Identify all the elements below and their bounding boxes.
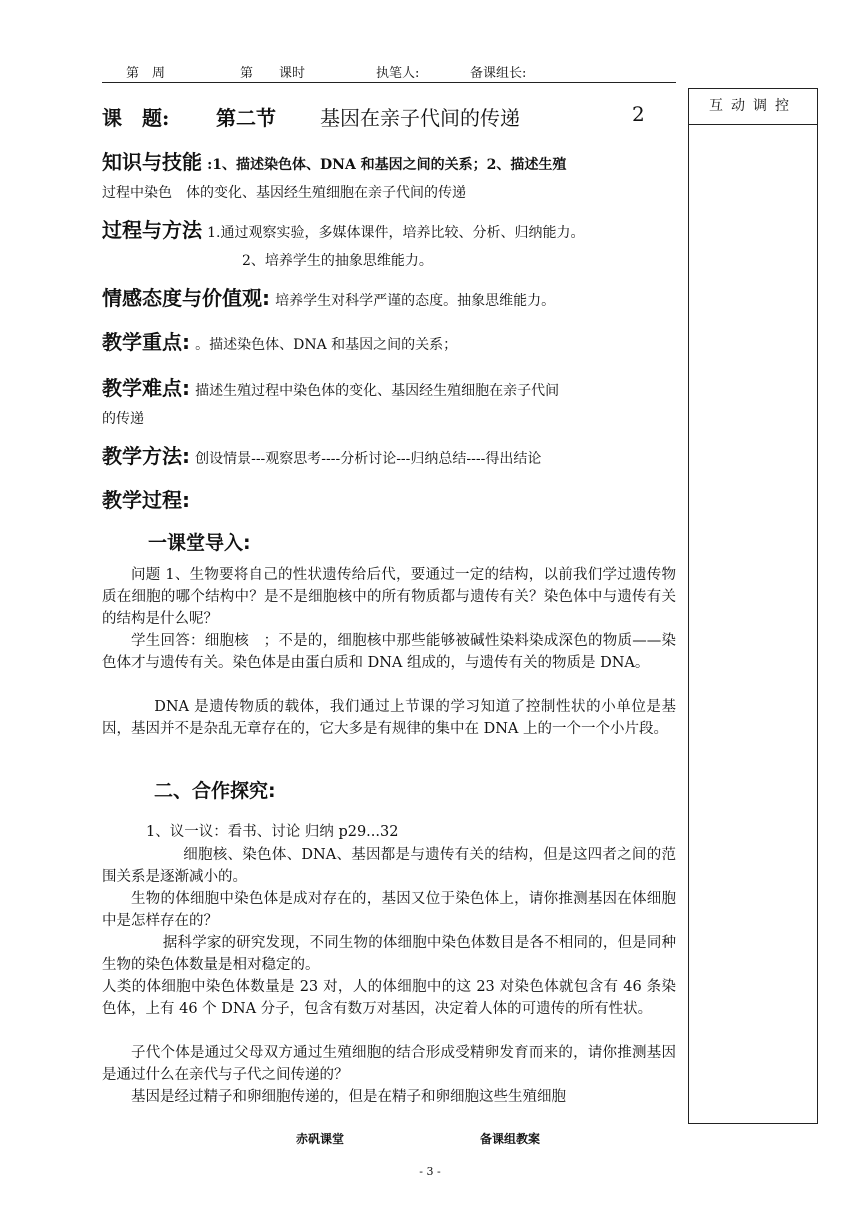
section2-paragraph-3: 据科学家的研究发现，不同生物的体细胞中染色体数目是各不相同的，但是同种生物的染色体数量是相对稳定的。 bbox=[102, 935, 676, 973]
header-leader: 备课组长: bbox=[470, 66, 527, 81]
knowledge-row bbox=[102, 146, 566, 175]
title-section: 第二节 bbox=[216, 106, 276, 130]
title-name: 基因在亲子代间的传递 bbox=[320, 106, 520, 130]
difficulty-text-1: 描述生殖过程中染色体的变化、基因经生殖细胞在亲子代间 bbox=[195, 383, 560, 399]
knowledge-text-2: 过程中染色 体的变化、基因经生殖细胞在亲子代间的传递 bbox=[102, 185, 466, 201]
interaction-column-title: 互动调控 bbox=[689, 89, 817, 125]
section1-paragraph-3: DNA 是遗传物质的载体，我们通过上节课的学习知道了控制性状的小单位是基因，基因并不是杂乱无章存在的，它大多是有规律的集中在 DNA 上的一个一个小片段。 bbox=[102, 699, 676, 737]
header-lesson: 第 课时 bbox=[240, 66, 306, 81]
difficulty-row bbox=[102, 372, 559, 401]
process-text-2: 2、培养学生的抽象思维能力。 bbox=[242, 253, 433, 269]
key-point-text: 。描述染色体、DNA 和基因之间的关系； bbox=[195, 337, 458, 353]
section2-paragraph-2: 生物的体细胞中染色体是成对存在的，基因又位于染色体上，请你推测基因在体细胞中是怎样存在的？ bbox=[102, 891, 676, 929]
interaction-column bbox=[688, 88, 818, 1124]
title-label: 课 题: bbox=[102, 106, 170, 130]
difficulty-text-2: 的传递 bbox=[102, 411, 144, 427]
section2-paragraph-6: 基因是经过精子和卵细胞传递的，但是在精子和卵细胞这些生殖细胞 bbox=[131, 1089, 566, 1105]
method-text: 创设情景---观察思考----分析讨论---归纳总结----得出结论 bbox=[195, 451, 542, 467]
emotion-row bbox=[102, 282, 555, 311]
section1-heading: 一课堂导入: bbox=[148, 532, 251, 554]
emotion-label: 情感态度与价值观: bbox=[102, 286, 270, 310]
process-label: 过程与方法 bbox=[102, 218, 202, 242]
section1-paragraph-1: 问题 1、生物要将自己的性状遗传给后代，要通过一定的结构，以前我们学过遗传物质在细胞的哪个结构中？是不是细胞核中的所有物质都与遗传有关？染色体中与遗传有关的结构是什么呢？ bbox=[102, 567, 676, 627]
header-author: 执笔人: bbox=[376, 66, 420, 81]
knowledge-label: 知识与技能 bbox=[102, 150, 202, 174]
procedure-label: 教学过程: bbox=[102, 488, 190, 512]
knowledge-text-1: :1、描述染色体、DNA 和基因之间的关系；2、描述生殖 bbox=[207, 157, 567, 173]
footer-right: 备课组教案 bbox=[480, 1132, 541, 1146]
key-point-row bbox=[102, 326, 457, 355]
section2-paragraph-5: 子代个体是通过父母双方通过生殖细胞的结合形成受精卵发育而来的，请你推测基因是通过什么在亲代与子代之间传递的？ bbox=[102, 1045, 676, 1083]
emotion-text: 培养学生对科学严谨的态度。抽象思维能力。 bbox=[275, 293, 556, 309]
difficulty-label: 教学难点: bbox=[102, 376, 190, 400]
section1-paragraph-2: 学生回答：细胞核 ；不是的，细胞核中那些能够被碱性染料染成深色的物质——染色体才与遗传有关。染色体是由蛋白质和 DNA 组成的，与遗传有关的物质是 DNA。 bbox=[102, 633, 676, 671]
page-number: - 3 - bbox=[419, 1165, 441, 1178]
key-point-label: 教学重点: bbox=[102, 330, 190, 354]
section2-paragraph-1: 细胞核、染色体、DNA、基因都是与遗传有关的结构，但是这四者之间的范围关系是逐渐减小的。 bbox=[102, 847, 676, 885]
title-number: 2 bbox=[632, 102, 645, 126]
method-row bbox=[102, 440, 541, 469]
process-row bbox=[102, 214, 584, 243]
section2-heading: 二、合作探究: bbox=[154, 780, 276, 802]
footer-left: 赤矾课堂 bbox=[296, 1132, 345, 1146]
section2-paragraph-4: 人类的体细胞中染色体数量是 23 对，人的体细胞中的这 23 对染色体就包含有 46 条染色体，上有 46 个 DNA 分子，包含有数万对基因，决定着人体的可遗传的所有性状。 bbox=[102, 979, 676, 1017]
method-label: 教学方法: bbox=[102, 444, 190, 468]
lesson-title-row bbox=[102, 102, 645, 131]
section2-item-1: 1、议一议：看书、讨论 归纳 p29...32 bbox=[146, 824, 399, 840]
page-header bbox=[102, 62, 676, 83]
process-text-1: 1.通过观察实验，多媒体课件，培养比较、分析、归纳能力。 bbox=[207, 225, 585, 241]
header-week: 第 周 bbox=[126, 66, 166, 81]
